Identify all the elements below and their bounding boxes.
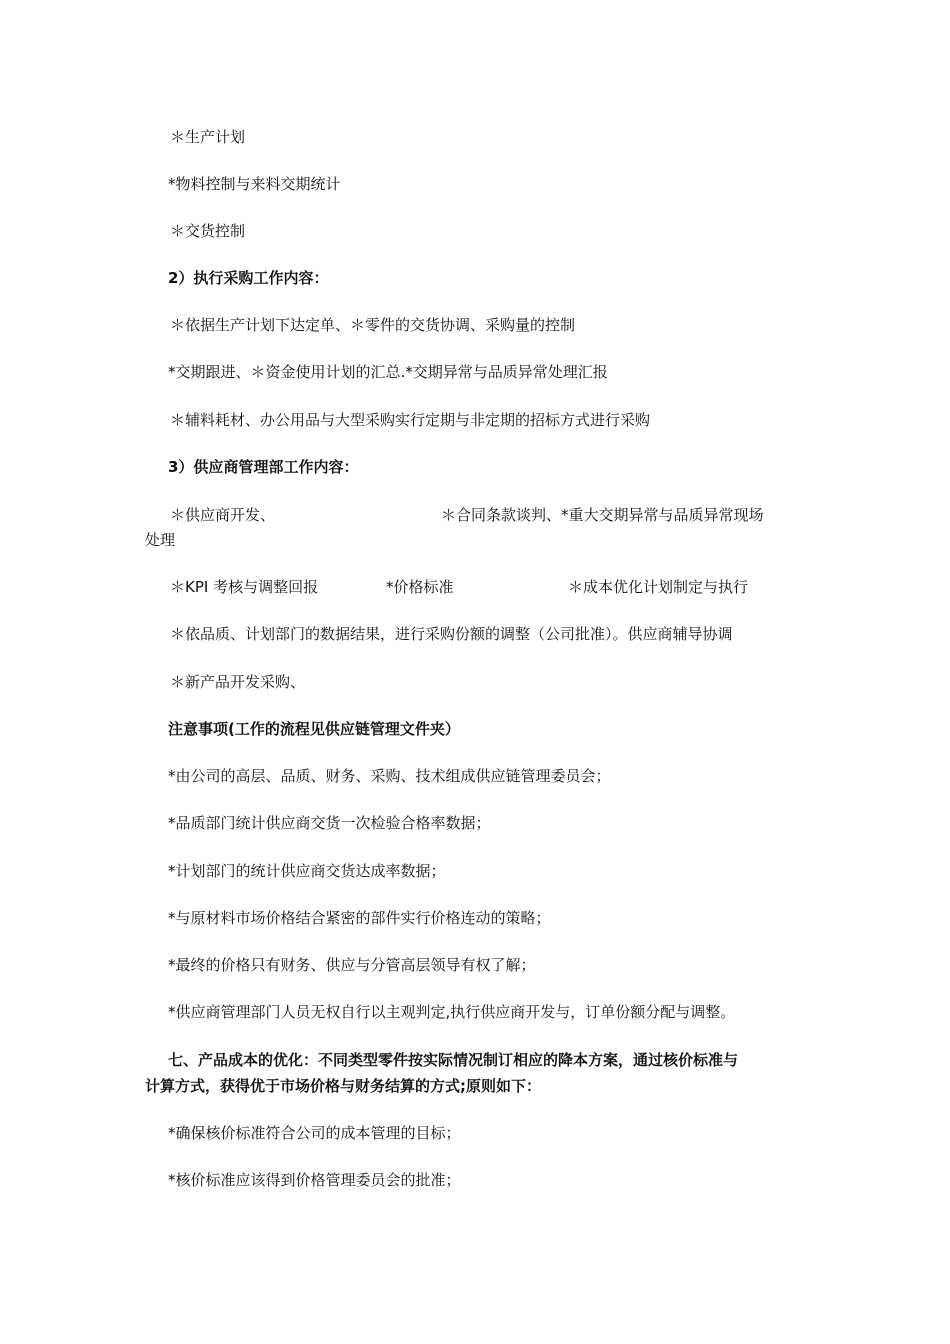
text-line: ＊KPI 考核与调整回报 <box>170 578 319 596</box>
section-heading: 注意事项(工作的流程见供应链管理文件夹） <box>168 720 460 738</box>
text-line: ＊交货控制 <box>170 222 246 240</box>
text-line: ＊依据生产计划下达定单、＊零件的交货协调、采购量的控制 <box>170 316 576 334</box>
text-line: *确保核价标准符合公司的成本管理的目标； <box>168 1124 461 1142</box>
section-heading: 七、产品成本的优化：不同类型零件按实际情况制订相应的降本方案，通过核价标准与 <box>168 1051 739 1069</box>
text-line: *核价标准应该得到价格管理委员会的批准； <box>168 1171 461 1189</box>
text-line: ＊合同条款谈判、*重大交期异常与品质异常现场 <box>441 506 764 524</box>
text-line: *供应商管理部门人员无权自行以主观判定,执行供应商开发与，订单份额分配与调整。 <box>168 1003 736 1021</box>
text-line: ＊辅料耗材、办公用品与大型采购实行定期与非定期的招标方式进行采购 <box>170 411 651 429</box>
text-line: *计划部门的统计供应商交货达成率数据； <box>168 862 446 880</box>
text-line: *由公司的高层、品质、财务、采购、技术组成供应链管理委员会； <box>168 767 611 785</box>
text-line: ＊新产品开发采购、 <box>170 673 306 691</box>
text-line: ＊成本优化计划制定与执行 <box>568 578 749 596</box>
text-line: ＊依品质、计划部门的数据结果，进行采购份额的调整（公司批准）。供应商辅导协调 <box>170 625 733 643</box>
text-line: *最终的价格只有财务、供应与分管高层领导有权了解； <box>168 956 536 974</box>
section-heading: 2）执行采购工作内容： <box>168 269 329 287</box>
text-line: ＊生产计划 <box>170 128 246 146</box>
text-line: *物料控制与来料交期统计 <box>168 175 341 193</box>
section-heading: 3）供应商管理部工作内容： <box>168 458 359 476</box>
text-line: *与原材料市场价格结合紧密的部件实行价格连动的策略； <box>168 909 551 927</box>
section-heading: 计算方式，获得优于市场价格与财务结算的方式;原则如下： <box>145 1077 542 1095</box>
text-line: *价格标准 <box>386 578 454 596</box>
text-line: ＊供应商开发、 <box>170 506 276 524</box>
text-line: 处理 <box>145 531 176 549</box>
text-line: *品质部门统计供应商交货一次检验合格率数据； <box>168 814 491 832</box>
text-line: *交期跟进、＊资金使用计划的汇总.*交期异常与品质异常处理汇报 <box>168 363 608 381</box>
